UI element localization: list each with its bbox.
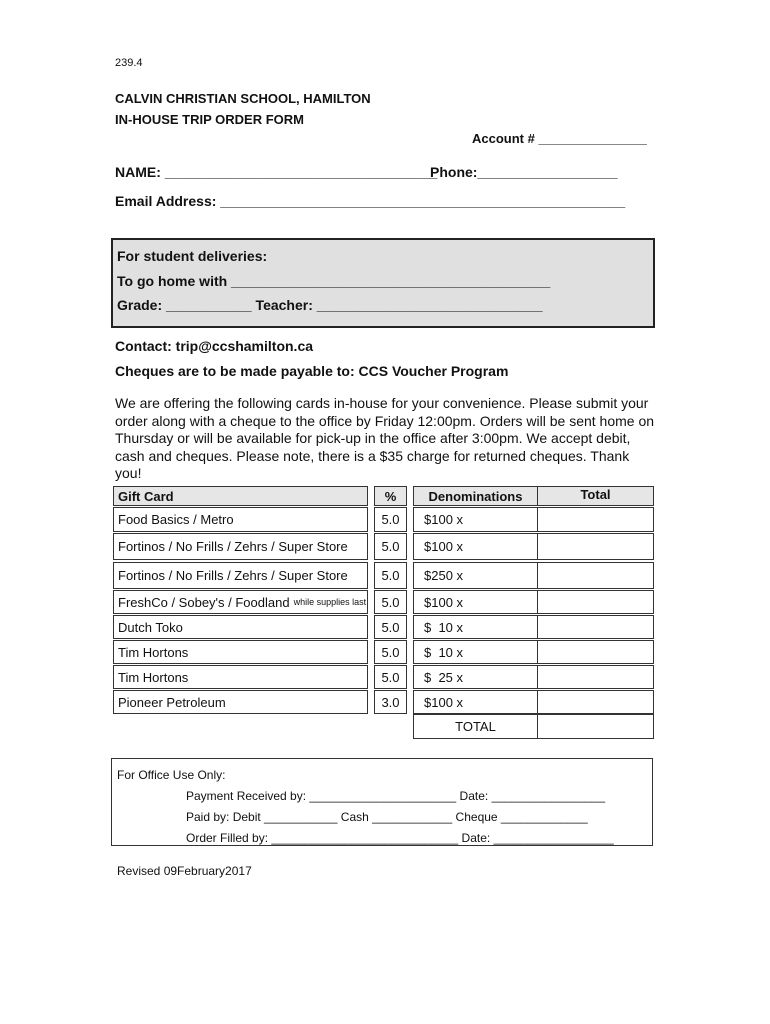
cheques-line: Cheques are to be made payable to: CCS Voucher Program [115, 363, 509, 379]
table-row-total-input[interactable] [537, 507, 654, 532]
revised-date: Revised 09February2017 [117, 864, 252, 878]
table-row-total-input[interactable] [537, 640, 654, 664]
account-field[interactable]: Account # _______________ [472, 131, 647, 146]
grand-total-input[interactable] [537, 714, 654, 739]
office-use-box [111, 758, 653, 846]
table-row-card: Pioneer Petroleum [113, 690, 368, 714]
total-label: TOTAL [413, 714, 538, 739]
table-row-total-input[interactable] [537, 615, 654, 639]
go-home-with-field[interactable]: To go home with _________________________________________ [117, 273, 551, 289]
table-row-card: Fortinos / No Frills / Zehrs / Super Store [113, 562, 368, 589]
table-row-total-input[interactable] [537, 590, 654, 614]
table-row-denom: $250 x [413, 562, 538, 589]
student-deliveries-box [111, 238, 655, 328]
table-row-total-input[interactable] [537, 533, 654, 560]
instructions-paragraph: We are offering the following cards in-house for your convenience. Please submit your order along with a cheque to the office by Friday 12:00pm. Orders will be sent home on Thursday or will be available for pick-up in the office after 3:00pm. We accept debit, cash and cheques. Please note, there is a $35 charge for returned cheques. Thank you! [115, 395, 655, 481]
header-total: Total [537, 486, 654, 506]
office-heading: For Office Use Only: [117, 768, 226, 782]
table-row-denom: $100 x [413, 507, 538, 532]
table-row-total-input[interactable] [537, 562, 654, 589]
header-percent: % [374, 486, 407, 506]
payment-received-field[interactable]: Payment Received by: ______________________ Date: _________________ [186, 789, 606, 803]
table-row-denom: $100 x [413, 690, 538, 714]
email-field[interactable]: Email Address: ____________________________________________________ [115, 193, 626, 209]
table-row-percent: 3.0 [374, 690, 407, 714]
table-row-denom: $100 x [413, 533, 538, 560]
table-row-card: Dutch Toko [113, 615, 368, 639]
table-row-card: Tim Hortons [113, 665, 368, 689]
table-row-percent: 5.0 [374, 640, 407, 664]
table-row-denom: $ 10 x [413, 640, 538, 664]
grade-teacher-field[interactable]: Grade: ___________ Teacher: _____________________________ [117, 297, 543, 313]
student-heading: For student deliveries: [117, 248, 268, 264]
table-row-card: Food Basics / Metro [113, 507, 368, 532]
table-row-total-input[interactable] [537, 690, 654, 714]
table-row-denom: $100 x [413, 590, 538, 614]
form-title: IN-HOUSE TRIP ORDER FORM [115, 112, 304, 127]
contact-line: Contact: trip@ccshamilton.ca [115, 338, 314, 354]
header-gift-card: Gift Card [113, 486, 368, 506]
table-row-denom: $ 10 x [413, 615, 538, 639]
table-row-percent: 5.0 [374, 615, 407, 639]
table-row-total-input[interactable] [537, 665, 654, 689]
header-denominations: Denominations [413, 486, 538, 506]
paid-by-field[interactable]: Paid by: Debit ___________ Cash ____________ Cheque _____________ [186, 810, 588, 824]
name-field[interactable]: NAME: ___________________________________ [115, 164, 438, 180]
table-row-percent: 5.0 [374, 533, 407, 560]
table-row-card: Fortinos / No Frills / Zehrs / Super Store [113, 533, 368, 560]
table-row-card: FreshCo / Sobey's / Foodland while supplies last [113, 590, 368, 614]
table-row-denom: $ 25 x [413, 665, 538, 689]
table-row-percent: 5.0 [374, 562, 407, 589]
table-row-card: Tim Hortons [113, 640, 368, 664]
order-filled-field[interactable]: Order Filled by: ____________________________ Date: __________________ [186, 831, 614, 845]
school-name: CALVIN CHRISTIAN SCHOOL, HAMILTON [115, 91, 371, 106]
phone-field[interactable]: Phone:__________________ [430, 164, 618, 180]
form-number: 239.4 [115, 57, 143, 69]
table-row-percent: 5.0 [374, 507, 407, 532]
table-row-percent: 5.0 [374, 590, 407, 614]
table-row-percent: 5.0 [374, 665, 407, 689]
